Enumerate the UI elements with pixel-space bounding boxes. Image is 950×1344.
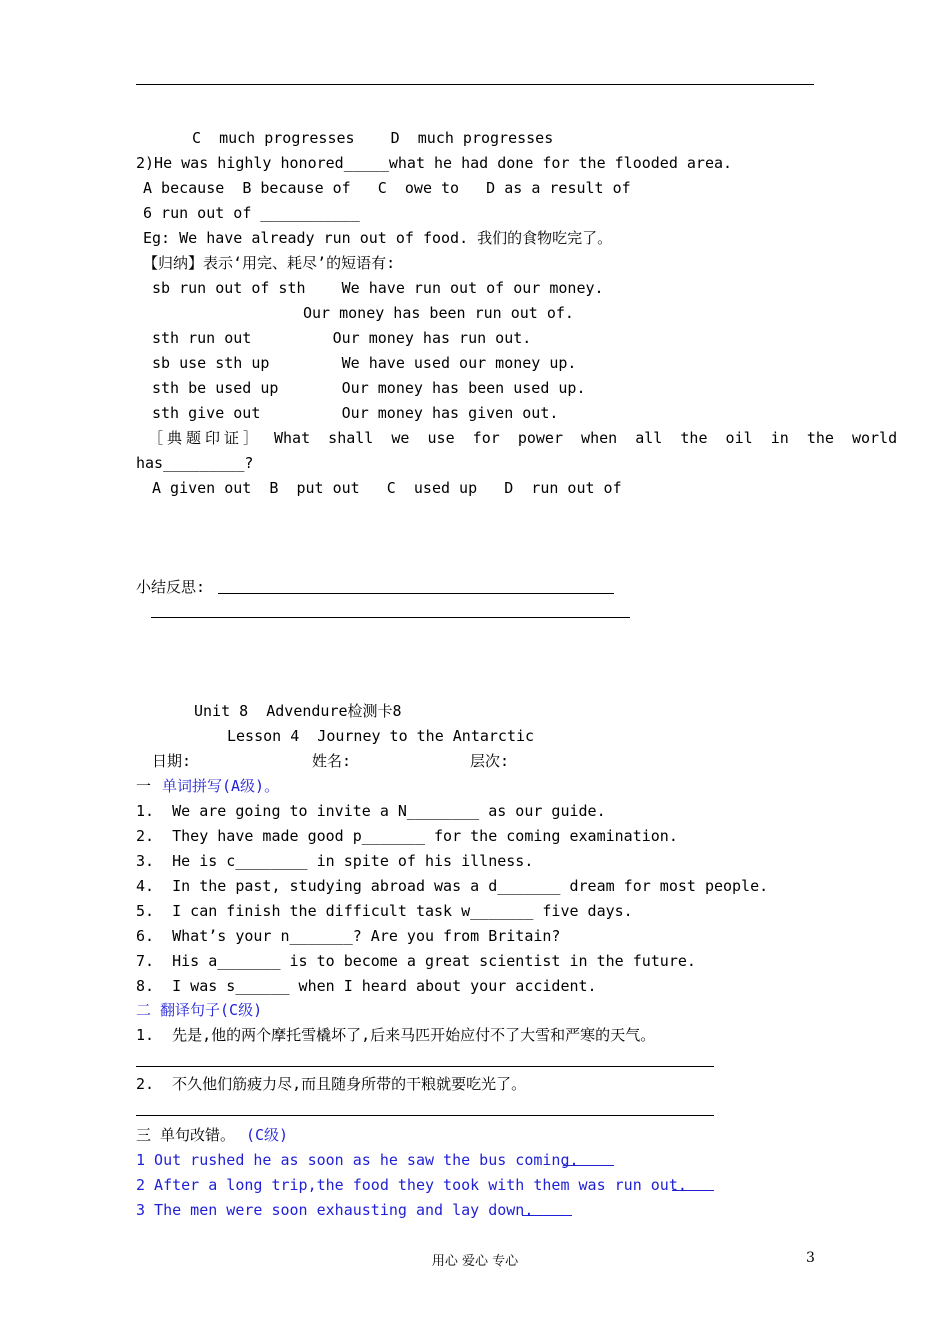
name-label: 姓名: [312, 752, 352, 770]
reflection-label: 小结反思: [136, 578, 206, 596]
exercise-question-cont: has_________? [136, 454, 254, 472]
phrase-4: sth be used up Our money has been used up. [152, 379, 586, 397]
answer-blank [563, 1165, 614, 1166]
answer-blank [672, 1190, 714, 1191]
level-label: 层次: [470, 752, 510, 770]
spelling-item: 4. In the past, studying abroad was a d_______ dream for most people. [136, 877, 769, 895]
phrase-3: sb use sth up We have used our money up. [152, 354, 577, 372]
example-sentence: Eg: We have already run out of food. 我们的食物吃完了。 [143, 229, 613, 247]
footer-motto: 用心 爱心 专心 [431, 1254, 519, 1269]
spelling-item: 7. His a_______ is to become a great scientist in the future. [136, 952, 696, 970]
translation-item: 2. 不久他们筋疲力尽,而且随身所带的干粮就要吃光了。 [136, 1075, 527, 1093]
answer-line [136, 1115, 714, 1116]
part-2-title: 二 翻译句子(C级) [136, 1001, 263, 1019]
exercise-question: What shall we use for power when all the oil in the world [274, 429, 898, 447]
translation-item: 1. 先是,他的两个摩托雪橇坏了,后来马匹开始应付不了大雪和严寒的天气。 [136, 1026, 656, 1044]
date-label: 日期: [152, 752, 192, 770]
question-2: 2)He was highly honored_____what he had done for the flooded area. [136, 154, 733, 172]
answer-blank [522, 1215, 572, 1216]
answer-line [136, 1066, 714, 1067]
page-number: 3 [806, 1250, 815, 1266]
phrase-5: sth give out Our money has given out. [152, 404, 559, 422]
spelling-item: 3. He is c________ in spite of his illness. [136, 852, 534, 870]
part-3-level: (C级) [246, 1126, 289, 1144]
phrase-2: sth run out Our money has run out. [152, 329, 532, 347]
exercise-options: A given out B put out C used up D run out of [152, 479, 622, 497]
exercise-label: ［典题印证］ [148, 429, 263, 447]
phrase-1: sb run out of sth We have run out of our money. [152, 279, 604, 297]
spelling-item: 1. We are going to invite a N________ as our guide. [136, 802, 606, 820]
correction-item: 2 After a long trip,the food they took with them was run out. [136, 1176, 687, 1194]
spelling-item: 2. They have made good p_______ for the coming examination. [136, 827, 678, 845]
lesson-title: Lesson 4 Journey to the Antarctic [227, 727, 535, 745]
spelling-item: 5. I can finish the difficult task w_______ five days. [136, 902, 633, 920]
item-6: 6 run out of ___________ [143, 204, 360, 222]
correction-item: 1 Out rushed he as soon as he saw the bus coming. [136, 1151, 579, 1169]
spelling-item: 8. I was s______ when I heard about your accident. [136, 977, 597, 995]
reflection-line-1 [218, 593, 614, 594]
part-1-number: 一 [136, 777, 152, 795]
header-rule [136, 84, 814, 85]
reflection-line-2 [151, 617, 630, 618]
correction-item: 3 The men were soon exhausting and lay down. [136, 1201, 534, 1219]
spelling-item: 6. What’s your n_______? Are you from Britain? [136, 927, 561, 945]
summary-heading: 【归纳】表示‘用完、耗尽’的短语有: [143, 254, 396, 272]
phrase-1b: Our money has been run out of. [303, 304, 574, 322]
question-2-options: A because B because of C owe to D as a result of [143, 179, 631, 197]
options-cd-line: C much progresses D much progresses [192, 129, 554, 147]
unit-title: Unit 8 Advendure检测卡8 [194, 702, 402, 720]
part-3-title: 三 单句改错。 [136, 1126, 236, 1144]
part-1-title: 单词拼写(A级)。 [162, 777, 280, 795]
